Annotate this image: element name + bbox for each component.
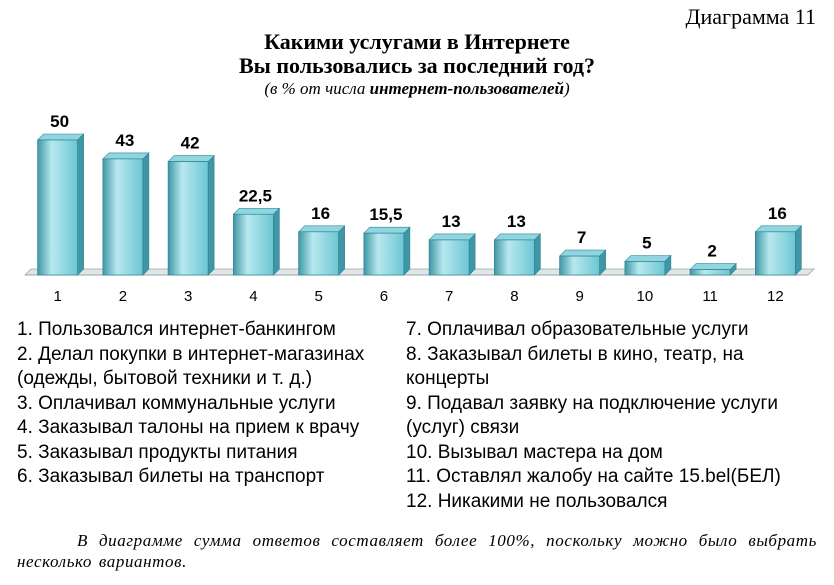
bar-top [299,226,345,232]
bar-side [208,156,214,275]
bar [38,140,78,275]
legend-item: 3. Оплачивал коммунальные услуги [17,392,336,414]
legend-item: 8. Заказывал билеты в кино, театр, на концерты [406,343,744,389]
x-tick-label: 8 [510,288,519,305]
bar-value-label: 13 [506,211,526,231]
bar [168,162,208,275]
bar-side [339,226,345,275]
x-tick-label: 5 [314,288,323,305]
legend-item: 11. Оставлял жалобу на сайте 15.bel(БЕЛ) [406,466,781,487]
title-line-2: Вы пользовались за последний год? [238,53,596,78]
bar [429,240,469,275]
x-tick-label: 6 [379,288,389,305]
bar-top [429,234,475,240]
figure-number: Диаграмма 11 [685,4,816,29]
x-tick-label: 4 [249,288,258,305]
bar [560,256,600,275]
bar-side [143,153,149,275]
bar-side [78,134,84,275]
bar-value-label: 42 [180,133,200,153]
x-tick-label: 12 [767,288,784,305]
x-tick-label: 2 [118,288,128,305]
bar [364,233,404,275]
legend-item: 12. Никакими не пользовался [406,490,668,512]
bar-value-label: 15,5 [369,205,403,225]
legend-item: 2. Делал покупки в интернет-магазинах (одежды, бытовой техники и т. д.) [17,343,365,389]
x-tick-label: 10 [636,288,654,305]
bar-value-label: 43 [115,130,135,150]
bar [233,214,273,275]
bar [755,232,795,275]
bar-top [364,227,410,233]
bar-top [38,134,84,140]
bar [494,240,534,275]
bar-top [755,226,801,232]
x-tick-label: 9 [575,288,584,305]
bar-top [625,256,671,262]
bar [690,270,730,275]
legend-item: 7. Оплачивал образовательные услуги [406,319,749,340]
legend-left [17,318,397,490]
bar-top [560,250,606,256]
x-tick-label: 1 [53,288,62,305]
bar [103,159,143,275]
x-tick-label: 3 [183,288,193,305]
bar-value-label: 16 [311,203,331,223]
bar-side [469,234,475,275]
bar-side [404,227,410,275]
subtitle-suffix: ) [563,79,570,98]
bar-side [795,226,801,275]
bar-top [103,153,149,159]
bar-value-label: 5 [642,233,652,253]
bar-value-label: 22,5 [238,186,272,206]
bar-top [494,234,540,240]
bar-value-label: 7 [576,228,587,248]
bar-value-label: 2 [707,241,717,261]
bar-top [168,156,214,162]
bar-value-label: 50 [50,112,70,131]
legend-item: 9. Подавал заявку на подключение услуги (услуг) связи [406,392,779,438]
bar-top [233,208,279,214]
legend-item: 4. Заказывал талоны на прием к врачу [17,417,360,438]
x-tick-label: 7 [444,288,454,305]
bar-top [690,264,736,270]
subtitle-emphasis: интернет-пользователей [369,79,564,98]
legend-item: 6. Заказывал билеты на транспорт [17,466,325,487]
footnote: В диаграмме сумма ответов составляет более 100%, поскольку можно было выбрать несколько вариантов. [17,531,817,571]
title-line-1: Какими услугами в Интернете [264,29,570,54]
bar-side [534,234,540,275]
bar [299,232,339,275]
x-tick-label: 11 [702,288,718,305]
subtitle-prefix: (в % от числа [264,79,370,98]
legend-right [406,318,818,514]
bar-value-label: 13 [441,211,461,231]
bar [625,262,665,276]
legend-item: 5. Заказывал продукты питания [17,441,298,463]
bar-side [273,208,279,275]
legend-item: 10. Вызывал мастера на дом [406,441,663,463]
bar-value-label: 16 [767,203,787,223]
legend-item: 1. Пользовался интернет-банкингом [17,319,336,340]
